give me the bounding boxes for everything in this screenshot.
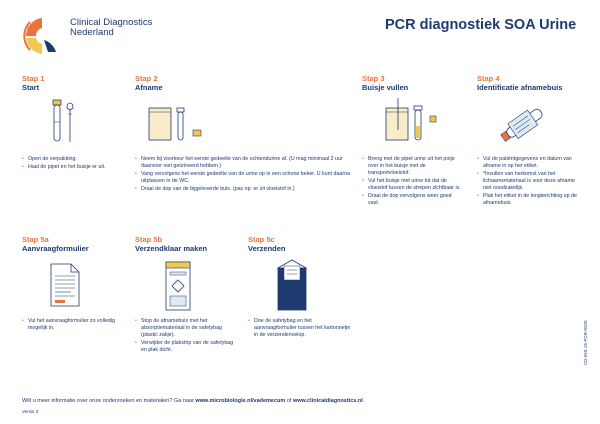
step-5c-bullets xyxy=(248,318,353,340)
brand-name: Clinical Diagnostics xyxy=(70,17,153,28)
form-icon xyxy=(45,260,85,310)
step-5c-number: Stap 5c xyxy=(248,235,275,244)
list-item: • Vul het buisje met urine tot dat de vloeistof tussen de strepen zichtbaar is. xyxy=(362,178,462,192)
urine-cup-tube-icon xyxy=(145,100,215,150)
step-4-number: Stap 4 xyxy=(477,74,500,83)
list-item: • Vang vervolgens het eerste gedeelte van de urine op in een schone beker. U kunt daarna uitplassen in de WC. xyxy=(135,171,350,185)
list-item: • Verwijder de plakstrip van de safetybag en plak dicht. xyxy=(135,340,235,354)
list-item: • Breng met de pipet urine uit het potje over in het buisje met de transportvloeistof. xyxy=(362,156,462,177)
logo-icon xyxy=(20,14,64,58)
footer-info xyxy=(22,398,364,404)
list-item: • *Invullen van herkomst van het lichaamsmateriaal is voor deze afname niet noodzakelijk. xyxy=(477,171,577,192)
vademecum-link[interactable]: www.microbiologie.nl/vademecum xyxy=(195,398,286,404)
step-5a-name: Aanvraagformulier xyxy=(22,244,89,253)
step-3-number: Stap 3 xyxy=(362,74,385,83)
step-5b-bullets xyxy=(135,318,235,355)
list-item: • Doe de safetybag en het aanvraagformulier tussen het kartonnetje in de verzendenvelop. xyxy=(248,318,353,339)
list-item: • Draai de dop van de bijgeleverde buis. (pas op: er zit vloeistof in.) xyxy=(135,186,350,193)
tube-pipette-icon xyxy=(40,100,100,150)
step-5a-bullets xyxy=(22,318,117,333)
version-label: Versie 3 xyxy=(22,409,39,414)
list-item: • Vul het aanvraagformulier zo volledig mogelijk in. xyxy=(22,318,117,332)
step-5a-number: Stap 5a xyxy=(22,235,49,244)
brand-subtitle: Nederland xyxy=(70,27,114,38)
step-4-name: Identificatie afnamebuis xyxy=(477,83,563,92)
footer-text: Wilt u meer informatie over onze onderzoeken en materialen? Ga naar xyxy=(22,398,196,404)
fill-tube-icon xyxy=(380,96,450,151)
step-2-name: Afname xyxy=(135,83,163,92)
step-2-bullets xyxy=(135,156,350,194)
list-item: • Vul de patiëntgegevens en datum van afname in op het etiket. xyxy=(477,156,577,170)
document-code: CD-INS-15-PCR-0320 xyxy=(583,320,588,365)
list-item: • Stop de afnamebuis met het absorptiemateriaal in de safetybag (plastic zakje). xyxy=(135,318,235,339)
step-5c-name: Verzenden xyxy=(248,244,286,253)
step-1-name: Start xyxy=(22,83,40,92)
step-5b-number: Stap 5b xyxy=(135,235,163,244)
footer-text-end: . xyxy=(362,398,365,404)
page-title: PCR diagnostiek SOA Urine xyxy=(385,17,577,33)
safetybag-icon xyxy=(158,258,198,313)
list-item: • Haal de pipet en het buisje er uit. xyxy=(22,164,122,171)
label-tube-icon xyxy=(495,96,555,151)
list-item: • Plak het etiket in de lengterichting op de afnamebuis. xyxy=(477,193,577,207)
list-item: • Open de verpakking. xyxy=(22,156,122,163)
step-2-number: Stap 2 xyxy=(135,74,158,83)
website-link[interactable]: www.clinicaldiagnostics.nl xyxy=(292,398,363,404)
list-item: • Draai de dop vervolgens weer goed vast. xyxy=(362,193,462,207)
step-1-number: Stap 1 xyxy=(22,74,45,83)
step-3-name: Buisje vullen xyxy=(362,83,409,92)
step-5b-name: Verzendklaar maken xyxy=(135,244,208,253)
step-3-bullets xyxy=(362,156,462,208)
step-1-bullets xyxy=(22,156,122,172)
envelope-icon xyxy=(272,258,312,313)
footer-text-mid: of xyxy=(285,398,293,404)
list-item: • Neem bij voorkeur het eerste gedeelte van de ochtendurine af. (U mag minimaal 2 uur daarvoor niet geürineerd hebben.) xyxy=(135,156,350,170)
step-4-bullets xyxy=(477,156,577,208)
